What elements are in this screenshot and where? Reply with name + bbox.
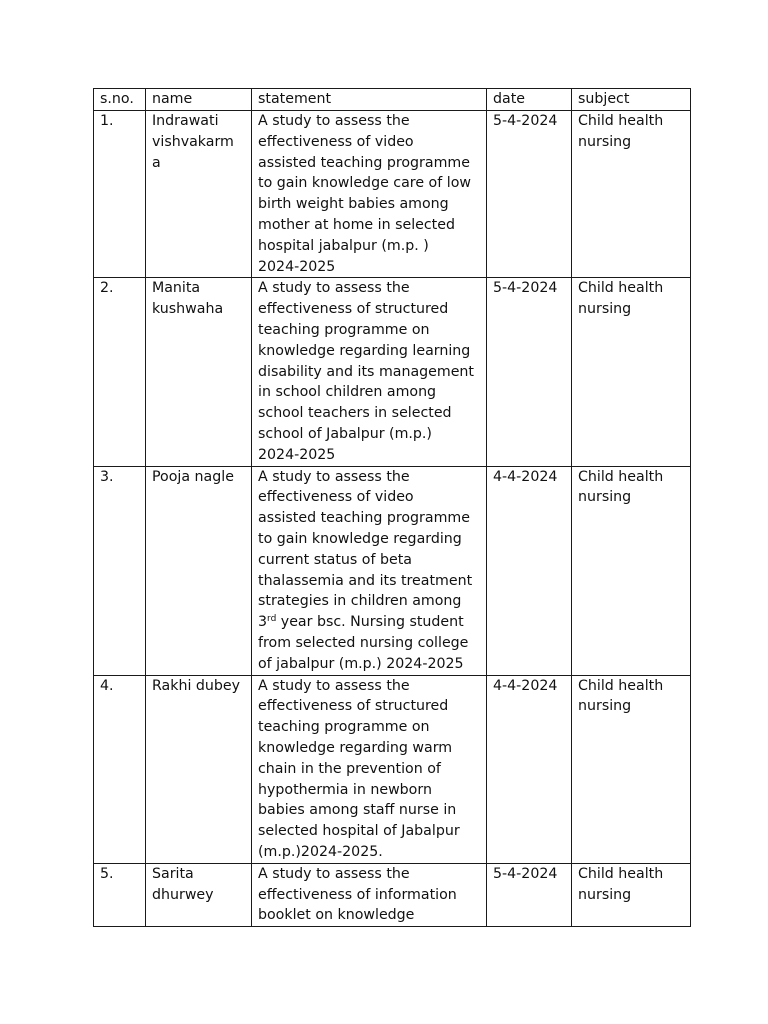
statement-line: A study to assess the [258, 677, 410, 694]
ordinal-rest: year bsc. Nursing student [276, 614, 464, 631]
statement-line: teaching programme on [258, 321, 430, 338]
name-line: Manita [152, 280, 201, 297]
statement-line: A study to assess the [258, 280, 410, 297]
statement-line: effectiveness of structured [258, 301, 449, 318]
cell-name [146, 111, 252, 278]
name-line: kushwaha [152, 301, 224, 318]
statement-line: mother at home in selected [258, 216, 455, 233]
table-row [94, 278, 691, 466]
subject-line: nursing [578, 886, 632, 903]
cell-name [146, 675, 252, 863]
cell-statement [252, 278, 487, 466]
header-sno: s.no. [94, 89, 146, 111]
cell-sno: 5. [94, 863, 146, 926]
statement-line: current status of beta [258, 551, 412, 568]
subject-line: Child health [578, 468, 664, 485]
statement-line: knowledge regarding learning [258, 342, 471, 359]
subject-line: Child health [578, 113, 664, 129]
statement-line: birth weight babies among [258, 196, 449, 213]
statement-line: effectiveness of video [258, 489, 414, 506]
statement-line: in school children among [258, 384, 437, 401]
statement-line: of jabalpur (m.p.) 2024-2025 [258, 655, 464, 672]
name-line: Sarita [152, 865, 194, 882]
statement-line: school of Jabalpur (m.p.) [258, 425, 432, 442]
subject-line: nursing [578, 698, 632, 715]
statement-line: booklet on knowledge [258, 907, 415, 924]
cell-date: 5-4-2024 [487, 111, 572, 278]
ordinal-number: 3 [258, 614, 268, 631]
statement-line: effectiveness of structured [258, 698, 449, 715]
cell-sno: 3. [94, 466, 146, 675]
statement-line: A study to assess the [258, 113, 410, 129]
statement-line: effectiveness of video [258, 133, 414, 150]
cell-subject [572, 111, 691, 278]
subject-line: nursing [578, 133, 632, 150]
name-line: vishvakarm [152, 133, 234, 150]
statement-line: to gain knowledge care of low [258, 175, 471, 192]
name-line: Pooja nagle [152, 468, 234, 485]
statement-line: school teachers in selected [258, 405, 452, 422]
cell-subject [572, 863, 691, 926]
subject-line: Child health [578, 677, 664, 694]
statement-line: hospital jabalpur (m.p. ) [258, 237, 429, 254]
cell-sno: 1. [94, 111, 146, 278]
cell-statement [252, 675, 487, 863]
statement-line: disability and its management [258, 363, 474, 380]
cell-statement [252, 111, 487, 278]
statement-line: assisted teaching programme [258, 510, 470, 527]
cell-statement [252, 863, 487, 926]
table-row [94, 675, 691, 863]
header-name: name [146, 89, 252, 111]
table-row [94, 466, 691, 675]
statement-line: strategies in children among [258, 593, 462, 610]
statement-line: thalassemia and its treatment [258, 572, 473, 589]
cell-subject [572, 466, 691, 675]
statement-line: effectiveness of information [258, 886, 457, 903]
statement-line: hypothermia in newborn [258, 781, 432, 798]
ordinal-suffix: rd [267, 614, 277, 625]
statement-line: chain in the prevention of [258, 760, 441, 777]
cell-date: 4-4-2024 [487, 466, 572, 675]
cell-date: 5-4-2024 [487, 863, 572, 926]
cell-sno: 4. [94, 675, 146, 863]
statement-line: to gain knowledge regarding [258, 530, 462, 547]
cell-date: 5-4-2024 [487, 278, 572, 466]
cell-name [146, 278, 252, 466]
cell-name [146, 466, 252, 675]
header-date: date [487, 89, 572, 111]
subject-line: nursing [578, 489, 632, 506]
name-line: a [152, 154, 161, 171]
table-header-row [94, 89, 691, 111]
cell-name [146, 863, 252, 926]
cell-date: 4-4-2024 [487, 675, 572, 863]
name-line: dhurwey [152, 886, 214, 903]
statement-line: selected hospital of Jabalpur [258, 823, 460, 840]
statement-line: knowledge regarding warm [258, 739, 453, 756]
cell-statement [252, 466, 487, 675]
name-line: Rakhi dubey [152, 677, 241, 694]
statement-line: babies among staff nurse in [258, 802, 457, 819]
statement-line-ordinal [258, 612, 482, 633]
statement-line: teaching programme on [258, 719, 430, 736]
subject-line: Child health [578, 280, 664, 297]
cell-subject [572, 278, 691, 466]
statement-line: 2024-2025 [258, 446, 336, 463]
research-topics-table [93, 88, 691, 927]
cell-subject [572, 675, 691, 863]
subject-line: Child health [578, 865, 664, 882]
cell-sno: 2. [94, 278, 146, 466]
subject-line: nursing [578, 301, 632, 318]
statement-line: assisted teaching programme [258, 154, 470, 171]
header-subject: subject [572, 89, 691, 111]
statement-line: (m.p.)2024-2025. [258, 843, 383, 860]
statement-line: 2024-2025 [258, 258, 336, 275]
statement-line: A study to assess the [258, 468, 410, 485]
name-line: Indrawati [152, 113, 219, 129]
statement-line: A study to assess the [258, 865, 410, 882]
table-row [94, 111, 691, 278]
header-statement: statement [252, 89, 487, 111]
table-row [94, 863, 691, 926]
statement-line: from selected nursing college [258, 634, 469, 651]
